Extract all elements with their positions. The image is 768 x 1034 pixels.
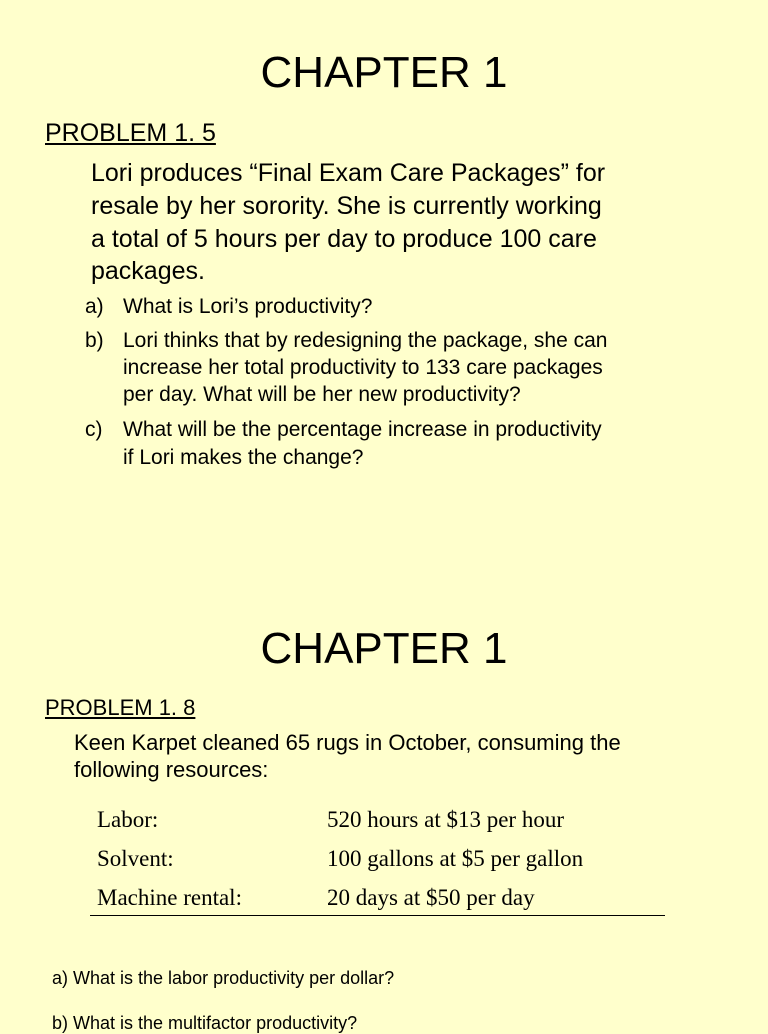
- question-a: a) What is the labor productivity per dollar?: [52, 968, 395, 988]
- item-b-text: increase her total productivity to 133 care packages: [123, 356, 603, 379]
- item-b-text: per day. What will be her new productivity?: [123, 383, 521, 406]
- resource-value-solvent: 100 gallons at $5 per gallon: [327, 846, 584, 871]
- question-b: b) What is the multifactor productivity?: [52, 1013, 358, 1033]
- item-c-text: if Lori makes the change?: [123, 446, 364, 469]
- item-b-text: Lori thinks that by redesigning the package, she can: [123, 329, 608, 352]
- resource-value-labor: 520 hours at $13 per hour: [327, 807, 564, 832]
- resource-label-labor: Labor:: [97, 807, 159, 832]
- problem-paragraph-line: resale by her sorority. She is currently working: [91, 192, 602, 220]
- item-label-b: b): [85, 329, 104, 352]
- item-a-text: What is Lori’s productivity?: [123, 295, 373, 318]
- chapter-heading-1: CHAPTER 1: [260, 48, 508, 97]
- table-bottom-rule: [90, 915, 665, 916]
- resource-label-machine-rental: Machine rental:: [97, 885, 242, 910]
- item-label-a: a): [85, 295, 104, 318]
- problem-paragraph-line: following resources:: [74, 757, 269, 782]
- chapter-heading-2: CHAPTER 1: [260, 624, 508, 673]
- problem-paragraph-line: Lori produces “Final Exam Care Packages” for: [91, 159, 606, 187]
- resource-label-solvent: Solvent:: [97, 846, 174, 871]
- problem-title-1-5: PROBLEM 1. 5: [45, 119, 216, 147]
- problem-paragraph-line: Keen Karpet cleaned 65 rugs in October, consuming the: [74, 730, 621, 755]
- resource-value-machine-rental: 20 days at $50 per day: [327, 885, 535, 910]
- problem-paragraph-line: packages.: [91, 257, 205, 285]
- item-c-text: What will be the percentage increase in productivity: [123, 418, 602, 441]
- problem-title-1-8: PROBLEM 1. 8: [45, 695, 196, 720]
- problem-paragraph-line: a total of 5 hours per day to produce 100 care: [91, 225, 597, 253]
- item-label-c: c): [85, 418, 103, 441]
